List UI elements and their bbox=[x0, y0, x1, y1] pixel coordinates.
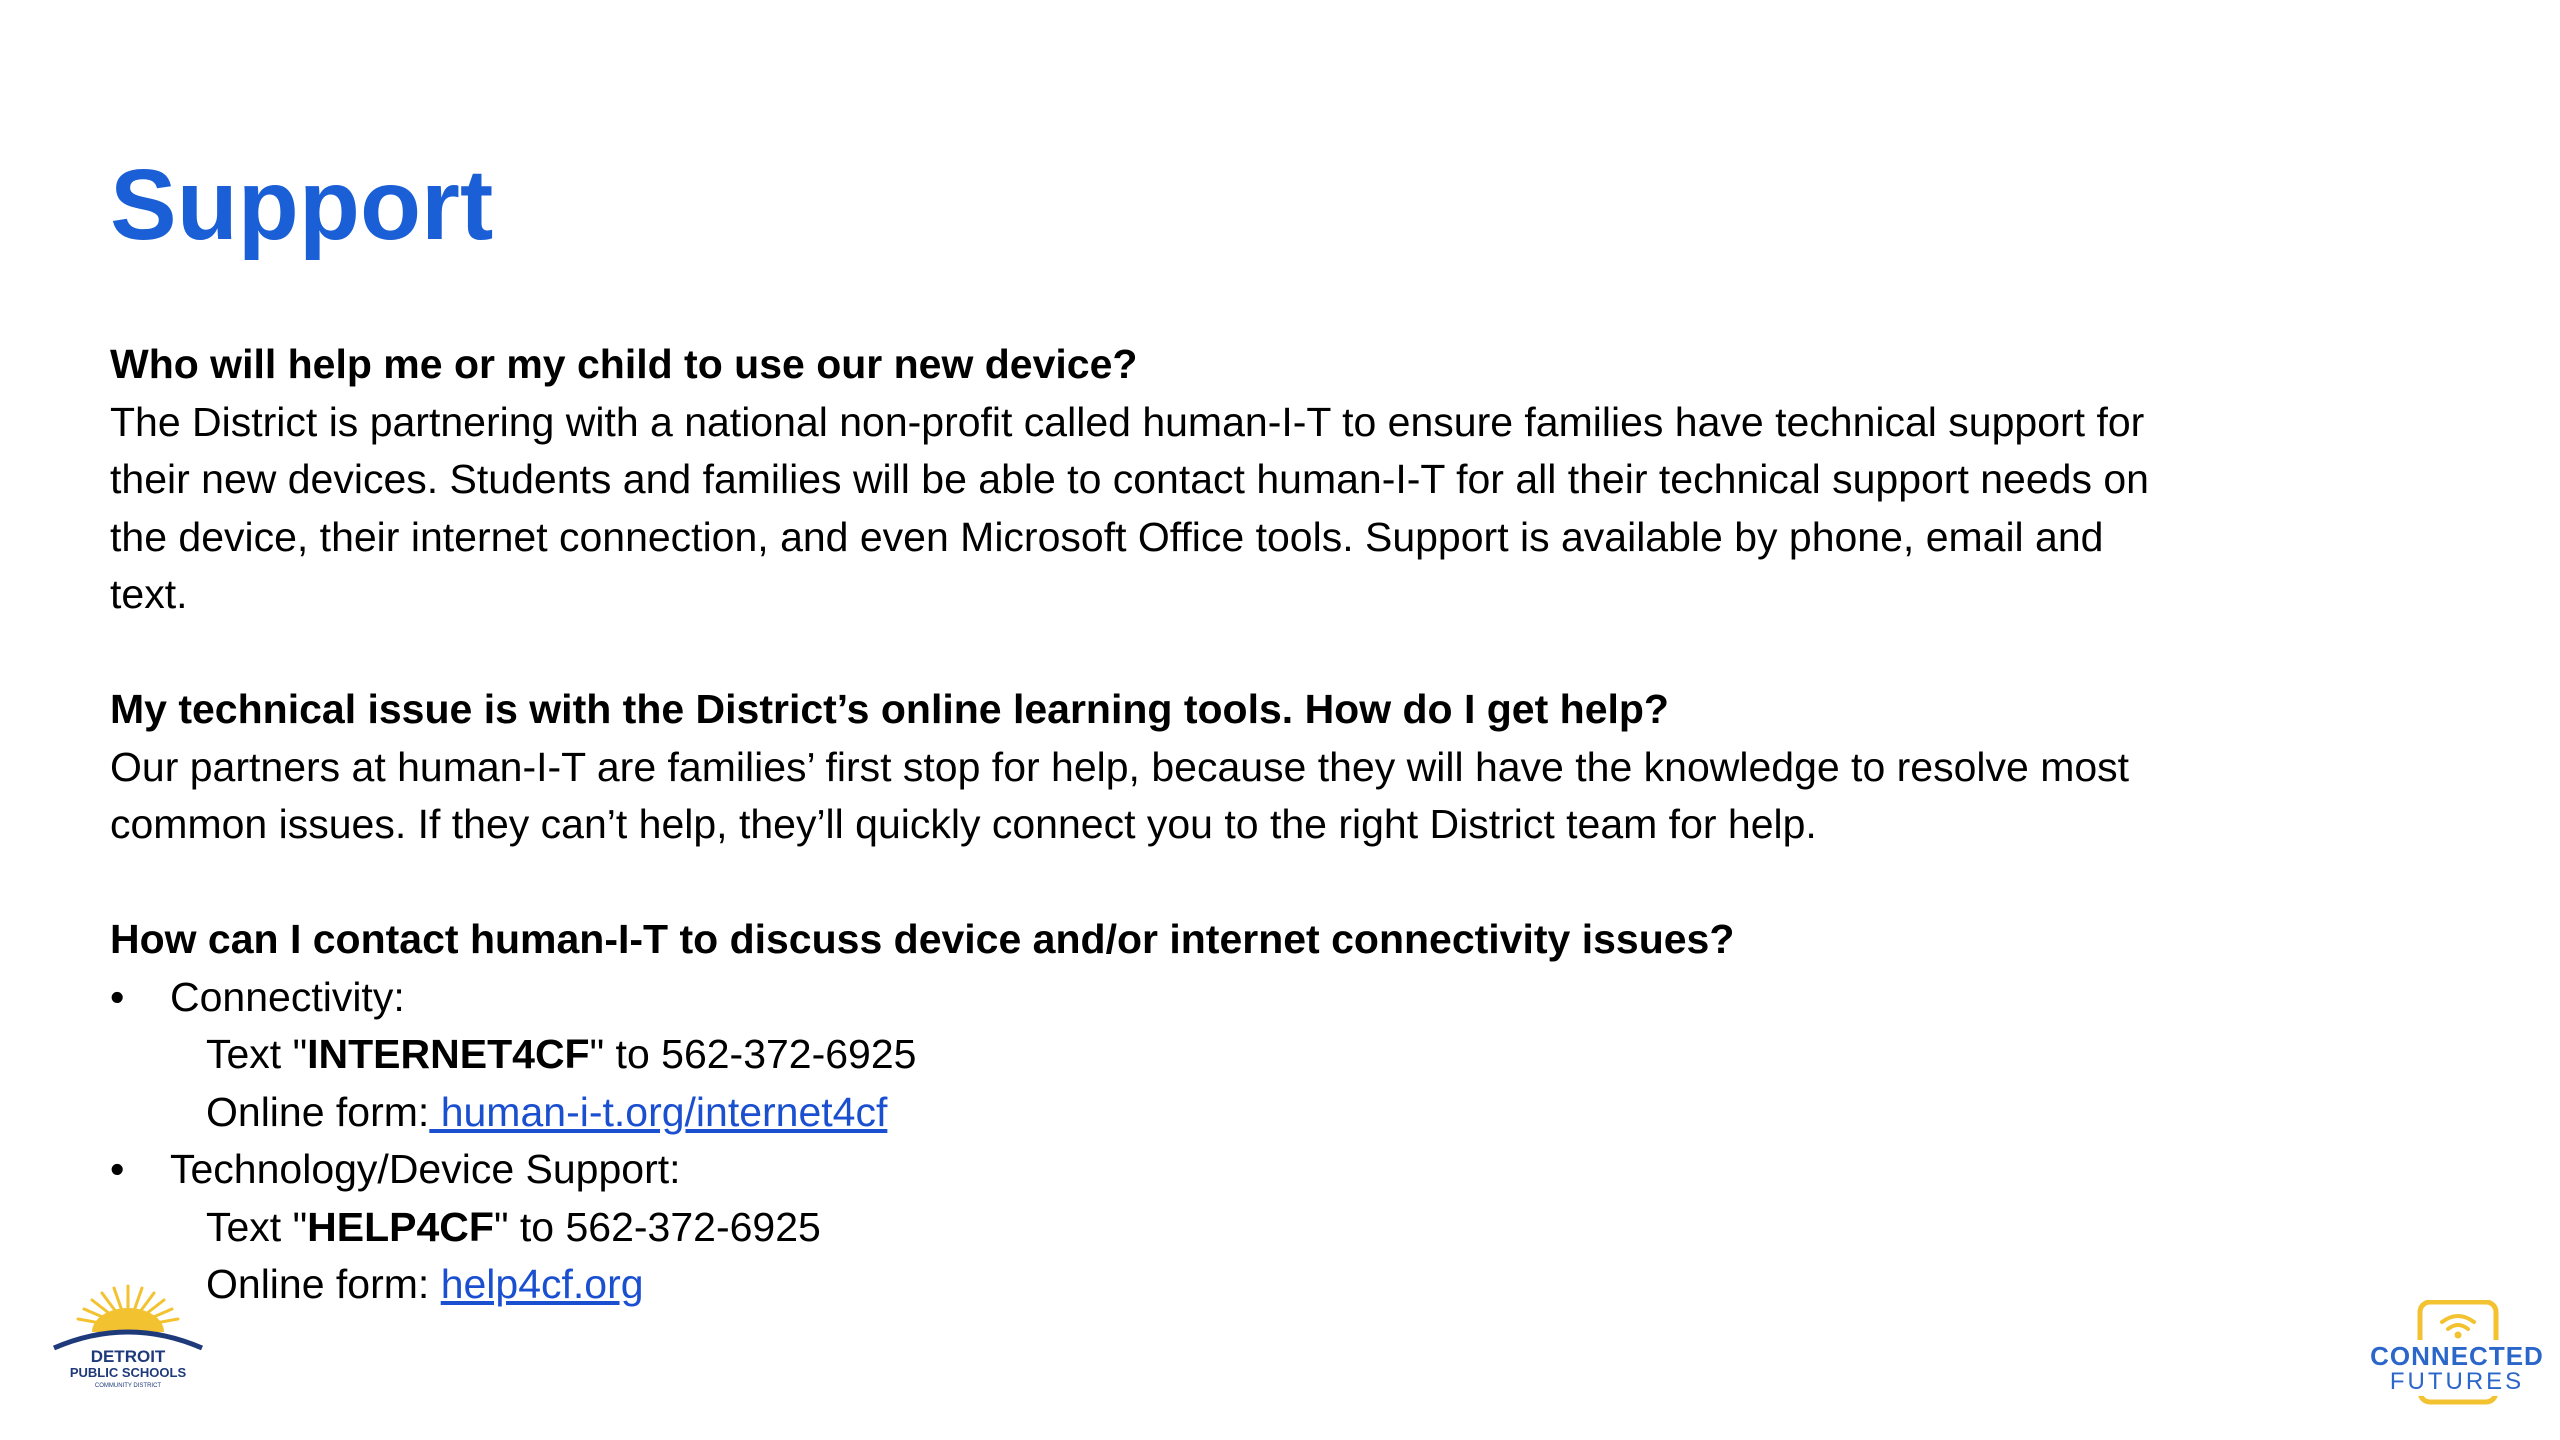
text-suffix: " to 562-372-6925 bbox=[493, 1203, 821, 1250]
text-suffix: " to 562-372-6925 bbox=[589, 1031, 917, 1077]
logo-text-detroit: DETROIT bbox=[90, 1347, 166, 1366]
text-prefix: Text " bbox=[206, 1031, 308, 1077]
dpscd-logo-icon bbox=[48, 1282, 208, 1392]
connected-futures-logo-icon bbox=[2362, 1300, 2552, 1410]
form-label: Online form: bbox=[206, 1088, 430, 1135]
online-form-connectivity bbox=[110, 1084, 2410, 1142]
bullet-icon: • bbox=[110, 973, 125, 1020]
bullet-icon: • bbox=[110, 1146, 125, 1192]
slide-title: Support bbox=[110, 149, 494, 261]
answer-line: The District is partnering with a national non-profit called human-I-T to ensure families have technical support for bbox=[110, 398, 2145, 445]
logo-text-community-district: COMMUNITY DISTRICT bbox=[94, 1383, 162, 1389]
bullet-label: Technology/Device Support: bbox=[170, 1146, 681, 1192]
internet4cf-link[interactable]: human-i-t.org/internet4cf bbox=[429, 1088, 888, 1135]
spacer bbox=[110, 854, 2410, 912]
question-contact: How can I contact human-I-T to discuss device and/or internet connectivity issues? bbox=[110, 916, 1735, 962]
logo-text-futures: FUTURES bbox=[2389, 1368, 2525, 1395]
dpscd-logo bbox=[48, 1282, 208, 1392]
logo-text-connected: CONNECTED bbox=[2370, 1341, 2544, 1371]
bullet-item-device-support bbox=[110, 1141, 2410, 1199]
text-code: HELP4CF bbox=[307, 1203, 494, 1250]
help4cf-link[interactable]: help4cf.org bbox=[440, 1261, 644, 1307]
slide-content bbox=[110, 336, 2410, 1314]
answer-line: text. bbox=[110, 571, 188, 617]
text-instruction-device bbox=[110, 1199, 2410, 1257]
text-prefix: Text " bbox=[206, 1203, 308, 1250]
answer-line: common issues. If they can’t help, they’ll quickly connect you to the right District team for help. bbox=[110, 801, 1817, 847]
bullet-item-connectivity bbox=[110, 969, 2410, 1027]
form-label: Online form: bbox=[206, 1261, 441, 1307]
text-code: INTERNET4CF bbox=[307, 1031, 590, 1077]
online-form-device bbox=[110, 1256, 2410, 1314]
spacer bbox=[110, 624, 2410, 682]
text-instruction-connectivity bbox=[110, 1026, 2410, 1084]
bullet-label: Connectivity: bbox=[170, 973, 405, 1020]
question-learning-tools: My technical issue is with the District’s online learning tools. How do I get help? bbox=[110, 686, 1669, 732]
answer-line: their new devices. Students and families will be able to contact human-I-T for all their technical support needs on bbox=[110, 456, 2149, 502]
question-device-help: Who will help me or my child to use our new device? bbox=[110, 341, 1138, 387]
connected-futures-logo bbox=[2362, 1300, 2552, 1410]
logo-text-public-schools: PUBLIC SCHOOLS bbox=[69, 1365, 187, 1380]
answer-line: the device, their internet connection, and even Microsoft Office tools. Support is available by phone, email and bbox=[110, 513, 2104, 560]
answer-line: Our partners at human-I-T are families’ first stop for help, because they will have the knowledge to resolve most bbox=[110, 743, 2130, 790]
